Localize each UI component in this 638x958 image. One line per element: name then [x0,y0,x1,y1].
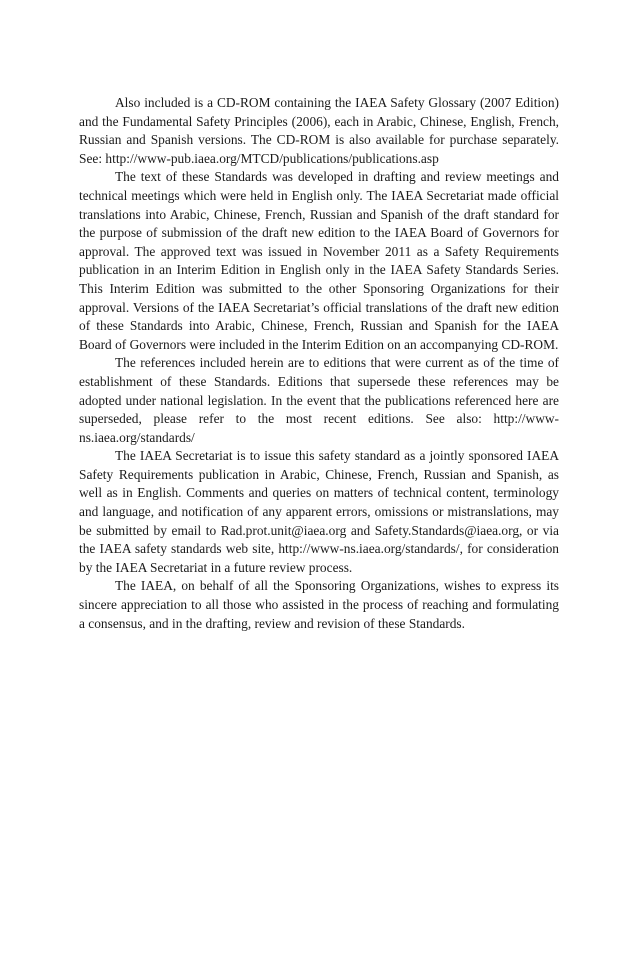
paragraph-cd-rom: Also included is a CD-ROM containing the IAEA Safety Glossary (2007 Edition) and the Fundamental Safety Principles (2006), each in Arabic, Chinese, English, French, Russian and Spanish versions. The CD-ROM is also available for purchase separately. See: http://www-pub.iaea.org/MTCD/publications/publications.asp [79,95,559,166]
paragraph-acknowledgement: The IAEA, on behalf of all the Sponsoring Organizations, wishes to express its sincere appreciation to all those who assisted in the process of reaching and formulating a consensus, and in the drafting, review and revision of these Standards. [79,578,559,631]
document-page [79,94,559,633]
paragraph-references: The references included herein are to editions that were current as of the time of establishment of these Standards. Editions that supersede these references may be adopted under national legislation. In the event that the publications referenced here are superseded, please refer to the most recent editions. See also: http://www-ns.iaea.org/standards/ [79,355,559,445]
paragraph-issue-comments: The IAEA Secretariat is to issue this safety standard as a jointly sponsored IAEA Safety Requirements publication in Arabic, Chinese, French, Russian and Spanish, as well as in English. Comments and queries on matters of technical content, terminology and language, and notification of any apparent errors, omissions or mistranslations, may be submitted by email to Rad.prot.unit@iaea.org and Safety.Standards@iaea.org, or via the IAEA safety standards web site, http://www-ns.iaea.org/standards/, for consideration by the IAEA Secretariat in a future review process. [79,448,559,575]
paragraph-drafting-translations: The text of these Standards was developed in drafting and review meetings and technical meetings which were held in English only. The IAEA Secretariat made official translations into Arabic, Chinese, French, Russian and Spanish of the draft standard for the purpose of submission of the draft new edition to the IAEA Board of Governors for approval. The approved text was issued in November 2011 as a Safety Requirements publication in an Interim Edition in English only in the IAEA Safety Standards Series. This Interim Edition was submitted to the other Sponsoring Organizations for their approval. Versions of the IAEA Secretariat’s official translations of the draft new edition of these Standards into Arabic, Chinese, French, Russian and Spanish for the IAEA Board of Governors were included in the Interim Edition on an accompanying CD-ROM. [79,169,559,352]
